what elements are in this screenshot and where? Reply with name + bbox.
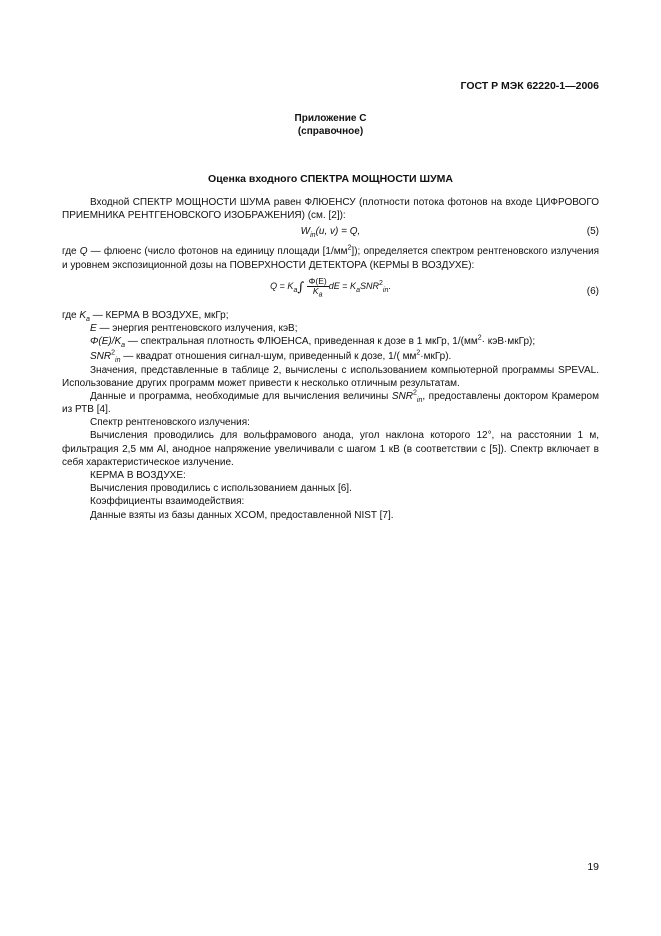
section-title: Оценка входного СПЕКТРА МОЩНОСТИ ШУМА [208, 173, 453, 185]
appendix-subtitle: (справочное) [297, 126, 364, 137]
kerma-calc: Вычисления проводились с использованием данных [6]. [90, 483, 352, 495]
equation-5-number: (5) [586, 226, 599, 238]
equation-6-formula: $Q = K_a\int$ $\frac{\Phi(E)}{K_a}$ dE = $K_aSNR^2_{in}$. [270, 275, 391, 299]
document-body [62, 196, 599, 522]
values-paragraph: Значения, представленные в таблице 2, вычислены с использованием компьютерной программы SPEVAL. Использование других программ может привести к несколько отличным результатам. [62, 364, 599, 389]
document-header-code: ГОСТ Р МЭК 62220-1—2006 [460, 80, 599, 92]
coefficients-label: Коэффициенты взаимодействия: [90, 496, 245, 508]
equation-5 [62, 224, 599, 242]
data-program-paragraph: Данные и программа, необходимые для вычисления величины $SNR^2_{in}$, предоставлены доктором Крамером из РТВ [4]. [62, 389, 599, 416]
def-fluence-density: $\Phi(E)/K_a$ — спектральная плотность ФЛЮЕНСА, приведенная к дозе в 1 мкГр, $1/(мм^2\cdot$ кэВ·мкГр); [90, 334, 536, 350]
kerma-label: КЕРМА В ВОЗДУХЕ: [90, 470, 186, 481]
where-q-paragraph: где Q — флюенс (число фотонов на единицу площади $[1/мм^2]$); определяется спектром рентгеновского излучения и уровнем экспозиционной дозы на ПОВЕРХНОСТИ ДЕТЕКТОРА (КЕРМЫ В ВОЗДУХЕ): [62, 245, 600, 271]
intro-paragraph: Входной СПЕКТР МОЩНОСТИ ШУМА равен ФЛЮЕНСУ (плотности потока фотонов на входе ЦИФРОВОГО ПРИЕМНИКА РЕНТГЕНОВСКОГО ИЗОБРАЖЕНИЯ) (см. [2]): [62, 197, 599, 222]
spectrum-label: Спектр рентгеновского излучения: [90, 417, 250, 429]
equation-5-formula: $W_{in}(u$, v) = Q, [300, 226, 361, 240]
coefficients-data: Данные взяты из базы данных XCOM, предоставленной NIST [7]. [90, 509, 394, 521]
appendix-heading [0, 112, 661, 138]
def-energy: E — энергия рентгеновского излучения, кэВ; [90, 322, 298, 334]
appendix-title: Приложение С [294, 113, 367, 124]
equation-6-number: (6) [586, 285, 599, 297]
integral-sign: ∫ [297, 279, 305, 295]
page-number: 19 [587, 861, 599, 873]
equation-6-fraction: $\frac{\Phi(E)}{K_a}$ [308, 275, 327, 299]
equation-6 [62, 275, 599, 305]
def-snr: $SNR^2_{in}$ — квадрат отношения сигнал-шум, приведенный к дозе, 1/( $мм^2\cdot мкГр$). [90, 349, 452, 365]
calc-paragraph: Вычисления проводились для вольфрамового анода, угол наклона которого 12°, на расстоянии 1 м, фильтрация 2,5 мм Al, анодное напряжение увеличивали с шагом 1 кВ (в соответствии с [5]). Спектр включает в себя характеристическое излучение. [62, 430, 599, 468]
def-kerma: где $K_a$ — КЕРМА В ВОЗДУХЕ, мкГр; [62, 309, 229, 323]
